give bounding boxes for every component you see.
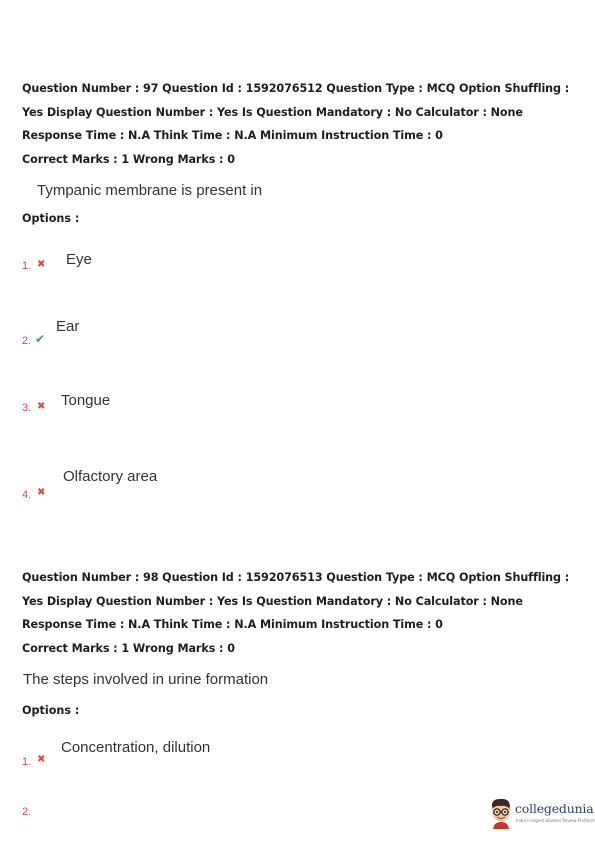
student-mascot-icon xyxy=(488,797,514,829)
logo-wordmark: collegedunia xyxy=(515,801,594,816)
collegedunia-logo xyxy=(488,797,595,831)
question-98-meta: Question Number : 98 Question Id : 1592076513 Question Type : MCQ Option Shuffling : Yes Display Question Number : Yes Is Question Mandatory : No Calculator : None Response Time : N.A Think Time : N.A Minimum Instruction Time : 0 xyxy=(22,571,570,631)
question-97-options-label: Options : xyxy=(22,212,80,225)
option-number: 4. xyxy=(22,489,32,501)
option-number: 1. xyxy=(22,756,32,768)
question-98-marks: Correct Marks : 1 Wrong Marks : 0 xyxy=(22,642,235,655)
question-98-text: The steps involved in urine formation xyxy=(23,671,269,688)
logo-tagline: India's largest Student Review Platform xyxy=(516,818,595,823)
cross-icon: ✖ xyxy=(37,401,46,412)
question-97-meta: Question Number : 97 Question Id : 1592076512 Question Type : MCQ Option Shuffling : Yes Display Question Number : Yes Is Question Mandatory : No Calculator : None Response Time : N.A Think Time : N.A Minimum Instruction Time : 0 xyxy=(22,82,570,142)
question-97-text: Tympanic membrane is present in xyxy=(37,182,263,199)
cross-icon: ✖ xyxy=(37,754,46,765)
option-text: Concentration, dilution xyxy=(61,739,211,756)
cross-icon: ✖ xyxy=(37,259,46,270)
check-icon: ✔ xyxy=(35,332,46,346)
option-text: Ear xyxy=(56,318,80,335)
question-97-marks: Correct Marks : 1 Wrong Marks : 0 xyxy=(22,153,235,166)
option-number: 2. xyxy=(22,335,32,347)
option-number: 2. xyxy=(22,806,32,818)
cross-icon: ✖ xyxy=(37,487,46,498)
option-text: Tongue xyxy=(61,392,111,409)
option-number: 3. xyxy=(22,402,32,414)
option-text: Olfactory area xyxy=(63,468,158,485)
question-98-options-label: Options : xyxy=(22,704,80,717)
option-number: 1. xyxy=(22,260,32,272)
option-text: Eye xyxy=(66,251,92,268)
